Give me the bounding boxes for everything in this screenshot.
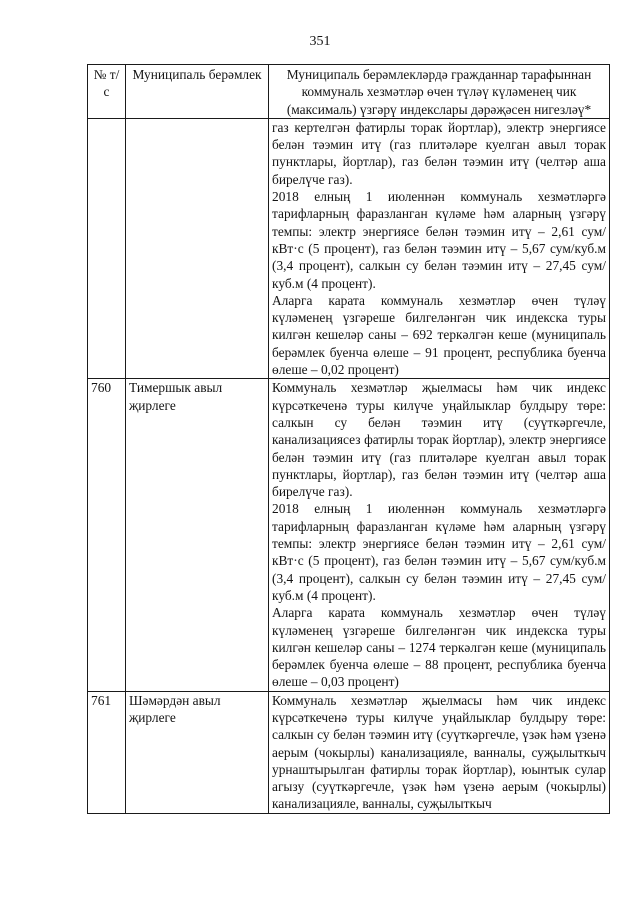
header-num: № т/с: [88, 65, 126, 119]
page-number: 351: [309, 34, 331, 49]
row-num: 760: [88, 379, 126, 691]
paragraph: 2018 елның 1 июленнән коммуналь хезмәтләргә тарифларның фаразланган күләме һәм аларның үзгәрү темпы: электр энергиясе белән тәэмин итү – 2,61 сум/кВт·с (5 процент), газ белән тәэмин итү – 5,67 сум/куб.м (3,4 процент), салкын су белән тәэмин итү – 27,45 сум/куб.м (4 процент).: [272, 189, 606, 291]
paragraph: газ кертелгән фатирлы торак йортлар), электр энергиясе белән тәэмин итү (газ плитәләре куелган авыл торак пунктлары, йортлар), газ белән тәэмин итү (челтәр аша бирелүче газ).: [272, 119, 606, 187]
header-municipality: Муниципаль берәмлек: [126, 65, 269, 119]
table-row: [88, 691, 610, 813]
paragraph: Аларга карата коммуналь хезмәтләр өчен түләү күләменең үзгәреше билгеләнгән чик индекска туры килгән кешеләр саны – 1274 теркәлгән кеше (муниципаль берәмлек буенча өлеше – 88 процент, республика буенча өлеше – 0,03 процент): [272, 605, 606, 690]
row-num: 761: [88, 691, 126, 813]
table-row: [88, 118, 610, 378]
row-municipality: Тимершык авыл җирлеге: [126, 379, 269, 691]
paragraph: Коммуналь хезмәтләр җыелмасы һәм чик индекс күрсәткеченә туры килүче уңайлыклар булдыру төре: салкын су белән тәэмин итү (суүткәргечле, үзәк һәм үзенә аерым (чокырлы) канализацияле, ванналы, суҗылыткыч урнаштырылган фатирлы торак йортлар), юынтык сулар агызу (суүткәргечле, үзәк һәм үзенә аерым (чокырлы) канализацияле, ванналы, суҗылыткыч: [272, 692, 606, 812]
document-table: [87, 64, 610, 814]
row-description: [269, 118, 610, 378]
table-header-row: [88, 65, 610, 119]
paragraph: 2018 елның 1 июленнән коммуналь хезмәтләргә тарифларның фаразланган күләме һәм аларның үзгәрү темпы: электр энергиясе белән тәэмин итү – 2,61 сум/кВт·с (5 процент), газ белән тәэмин итү – 5,67 сум/куб.м (3,4 процент), салкын су белән тәэмин итү – 27,45 сум/куб.м (4 процент).: [272, 501, 606, 603]
row-municipality: [126, 118, 269, 378]
header-description: Муниципаль берәмлекләрдә гражданнар тарафыннан коммуналь хезмәтләр өчен түләү күләменең чик (максималь) үзгәрү индекслары дәрәҗәсен нигезләү*: [269, 65, 610, 119]
table-row: [88, 379, 610, 691]
row-description: [269, 691, 610, 813]
paragraph: Аларга карата коммуналь хезмәтләр өчен түләү күләменең үзгәреше билгеләнгән чик индекска туры килгән кешеләр саны – 692 теркәлгән кеше (муниципаль берәмлек буенча өлеше – 91 процент, республика буенча өлеше – 0,02 процент): [272, 292, 606, 378]
row-num: [88, 118, 126, 378]
paragraph: Коммуналь хезмәтләр җыелмасы һәм чик индекс күрсәткеченә туры килүче уңайлыклар булдыру төре: салкын су белән тәэмин итү (суүткәргечле, канализациясез фатирлы торак йортлар), электр энергиясе белән тәэмин итү (газ плитәләре куелган авыл торак пунктлары, йортлар), газ белән тәэмин итү (челтәр аша бирелүче газ).: [272, 380, 606, 500]
row-description: [269, 379, 610, 691]
row-municipality: Шәмәрдән авыл җирлеге: [126, 691, 269, 813]
